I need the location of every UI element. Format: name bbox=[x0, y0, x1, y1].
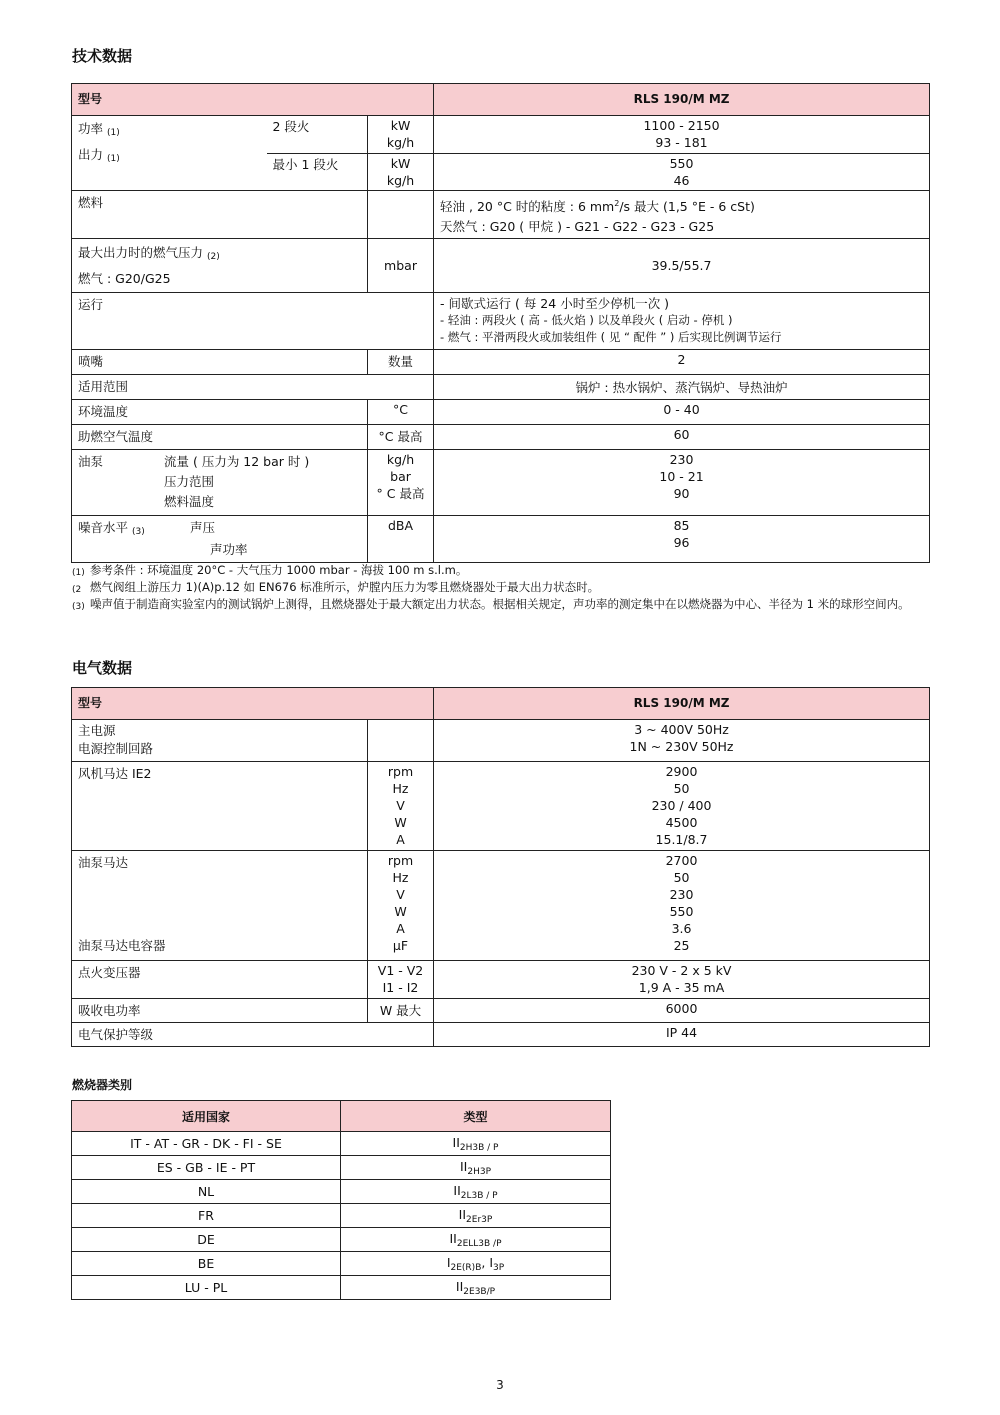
stage-min-label: 最小 1 段火 bbox=[267, 154, 368, 191]
air-temp-label: 助燃空气温度 bbox=[72, 425, 368, 450]
table-header-row bbox=[72, 84, 930, 116]
stage-min-values: 550 46 bbox=[434, 154, 930, 191]
table-row: ES - GB - IE - PT $II_{2H3P}$ bbox=[72, 1156, 611, 1180]
gas-pressure-value: 39.5/55.7 bbox=[434, 239, 930, 293]
application-label: 适用范围 bbox=[72, 375, 434, 400]
fuel-values: 轻油 , 20 °C 时的粘度 : 6 $mm^2/s$ 最大 (1,5 °E - 6 cSt) 天然气 : G20 ( 甲烷 ) - G21 - G22 - G23 - G25 bbox=[434, 191, 930, 239]
table-row bbox=[72, 851, 930, 961]
table-header-row bbox=[72, 688, 930, 720]
air-temp-unit: °C 最高 bbox=[368, 425, 434, 450]
model-header-value: RLS 190/M MZ bbox=[434, 84, 930, 116]
application-value: 锅炉 : 热水锅炉、蒸汽锅炉、导热油炉 bbox=[434, 375, 930, 400]
gas-pressure-label: 最大出力时的燃气压力 bbox=[78, 245, 204, 260]
air-temp-value: 60 bbox=[434, 425, 930, 450]
table-row: LU - PL $II_{2E3B/P}$ bbox=[72, 1276, 611, 1300]
noise-label: 噪音水平 bbox=[78, 520, 129, 535]
power-label: 功率 bbox=[78, 121, 104, 136]
type-column-header: 类型 bbox=[341, 1101, 611, 1132]
table-row bbox=[72, 375, 930, 400]
elec-data-table bbox=[71, 687, 930, 1047]
stage-2-label: 2 段火 bbox=[267, 116, 368, 154]
pump-pressure-label: 压力范围 bbox=[164, 474, 215, 489]
ambient-temp-value: 0 - 40 bbox=[434, 400, 930, 425]
table-row bbox=[72, 516, 930, 563]
oil-pump-label-cell bbox=[72, 450, 368, 516]
control-supply-label: 电源控制回路 bbox=[78, 741, 154, 756]
table-row bbox=[72, 720, 930, 762]
ambient-temp-label: 环境温度 bbox=[72, 400, 368, 425]
ignition-values: 230 V - 2 x 5 kV 1,9 A - 35 mA bbox=[434, 961, 930, 999]
stage-2-units: kW kg/h bbox=[368, 116, 434, 154]
table-header-row bbox=[72, 1101, 611, 1132]
ref-1: (1) bbox=[107, 154, 120, 164]
fan-motor-label: 风机马达 IE2 bbox=[72, 762, 368, 851]
table-row: NL $II_{2L3B / P}$ bbox=[72, 1180, 611, 1204]
gas-pressure-unit: mbar bbox=[368, 239, 434, 293]
ref-2: (2) bbox=[207, 252, 220, 262]
sound-power-label: 声功率 bbox=[210, 542, 248, 557]
table-row bbox=[72, 450, 930, 516]
table-row bbox=[72, 116, 930, 154]
footnotes bbox=[72, 563, 932, 614]
table-row: IT - AT - GR - DK - FI - SE $II_{2H3B / P}$ bbox=[72, 1132, 611, 1156]
output-label: 出力 bbox=[78, 147, 104, 162]
absorbed-power-unit: W 最大 bbox=[368, 999, 434, 1023]
table-row bbox=[72, 350, 930, 375]
country-column-header: 适用国家 bbox=[72, 1101, 341, 1132]
table-row: DE $II_{2ELL3B /P}$ bbox=[72, 1228, 611, 1252]
ambient-temp-unit: °C bbox=[368, 400, 434, 425]
fan-motor-values: 2900 50 230 / 400 4500 15.1/8.7 bbox=[434, 762, 930, 851]
pump-capacitor-label: 油泵马达电容器 bbox=[78, 938, 166, 953]
pump-flow-label: 流量 ( 压力为 12 bar 时 ) bbox=[164, 454, 310, 469]
absorbed-power-label: 吸收电功率 bbox=[72, 999, 368, 1023]
power-label-cell bbox=[72, 116, 267, 191]
noise-label-cell bbox=[72, 516, 368, 563]
fuel-label: 燃料 bbox=[72, 191, 368, 239]
table-row bbox=[72, 293, 930, 350]
table-row bbox=[72, 191, 930, 239]
ref-1: (1) bbox=[107, 128, 120, 138]
protection-label: 电气保护等级 bbox=[72, 1023, 368, 1047]
table-row bbox=[72, 425, 930, 450]
oil-pump-label: 油泵 bbox=[78, 454, 104, 469]
protection-value: IP 44 bbox=[434, 1023, 930, 1047]
tech-section-title: 技术数据 bbox=[72, 47, 133, 65]
nozzle-value: 2 bbox=[434, 350, 930, 375]
sound-pressure-label: 声压 bbox=[190, 520, 216, 535]
model-header-value: RLS 190/M MZ bbox=[434, 688, 930, 720]
pump-motor-label: 油泵马达 bbox=[78, 855, 129, 870]
pump-motor-units: rpm Hz V W A µF bbox=[368, 851, 434, 961]
model-header-label: 型号 bbox=[72, 84, 434, 116]
supply-values: 3 ~ 400V 50Hz 1N ~ 230V 50Hz bbox=[434, 720, 930, 762]
page-number: 3 bbox=[496, 1378, 504, 1392]
table-row bbox=[72, 1023, 930, 1047]
noise-unit: dBA bbox=[368, 516, 434, 563]
table-row bbox=[72, 400, 930, 425]
elec-section-title: 电气数据 bbox=[72, 659, 133, 677]
supply-label-cell bbox=[72, 720, 368, 762]
operation-label: 运行 bbox=[72, 293, 434, 350]
tech-data-table bbox=[71, 83, 930, 563]
nozzle-unit: 数量 bbox=[368, 350, 434, 375]
ref-3: (3) bbox=[132, 527, 145, 537]
stage-min-units: kW kg/h bbox=[368, 154, 434, 191]
table-row bbox=[72, 999, 930, 1023]
oil-pump-units: kg/h bar ° C 最高 bbox=[368, 450, 434, 516]
stage-2-values: 1100 - 2150 93 - 181 bbox=[434, 116, 930, 154]
oil-pump-values: 230 10 - 21 90 bbox=[434, 450, 930, 516]
noise-values: 85 96 bbox=[434, 516, 930, 563]
absorbed-power-value: 6000 bbox=[434, 999, 930, 1023]
table-row bbox=[72, 762, 930, 851]
footnote: (3) 噪声值于制造商实验室内的测试锅炉上测得，且燃烧器处于最大额定出力状态。根据相关规定，声功率的测定集中在以燃烧器为中心、半径为 1 米的球形空间内。 bbox=[72, 597, 910, 612]
pump-motor-values: 2700 50 230 550 3.6 25 bbox=[434, 851, 930, 961]
table-row bbox=[72, 239, 930, 293]
footnote: (1) 参考条件 : 环境温度 20°C - 大气压力 1000 mbar - 海拔 100 m s.l.m。 bbox=[72, 563, 468, 578]
main-supply-label: 主电源 bbox=[78, 723, 116, 738]
category-section-title: 燃烧器类别 bbox=[72, 1078, 133, 1092]
pump-fuel-temp-label: 燃料温度 bbox=[164, 494, 215, 509]
gas-pressure-label-cell bbox=[72, 239, 368, 293]
nozzle-label: 喷嘴 bbox=[72, 350, 368, 375]
pump-motor-label-cell bbox=[72, 851, 368, 961]
table-row bbox=[72, 961, 930, 999]
ignition-units: V1 - V2 I1 - I2 bbox=[368, 961, 434, 999]
table-row: BE $I_{2E(R)B}$, $I_{3P}$ bbox=[72, 1252, 611, 1276]
ignition-label: 点火变压器 bbox=[72, 961, 368, 999]
footnote: (2 燃气阀组上游压力 1)(A)p.12 如 EN676 标准所示，炉膛内压力为零且燃烧器处于最大出力状态时。 bbox=[72, 580, 600, 595]
category-table bbox=[71, 1100, 611, 1300]
operation-values: - 间歇式运行 ( 每 24 小时至少停机一次 ) - 轻油 : 两段火 ( 高 - 低火焰 ) 以及单段火 ( 启动 - 停机 ) - 燃气 : 平滑两段火或加装组件 ( 见 “ 配件 ” ) 后实现比例调节运行 bbox=[434, 293, 930, 350]
gas-type-label: 燃气 : G20/G25 bbox=[78, 271, 171, 286]
model-header-label: 型号 bbox=[72, 688, 434, 720]
fan-motor-units: rpm Hz V W A bbox=[368, 762, 434, 851]
table-row: FR $II_{2Er3P}$ bbox=[72, 1204, 611, 1228]
